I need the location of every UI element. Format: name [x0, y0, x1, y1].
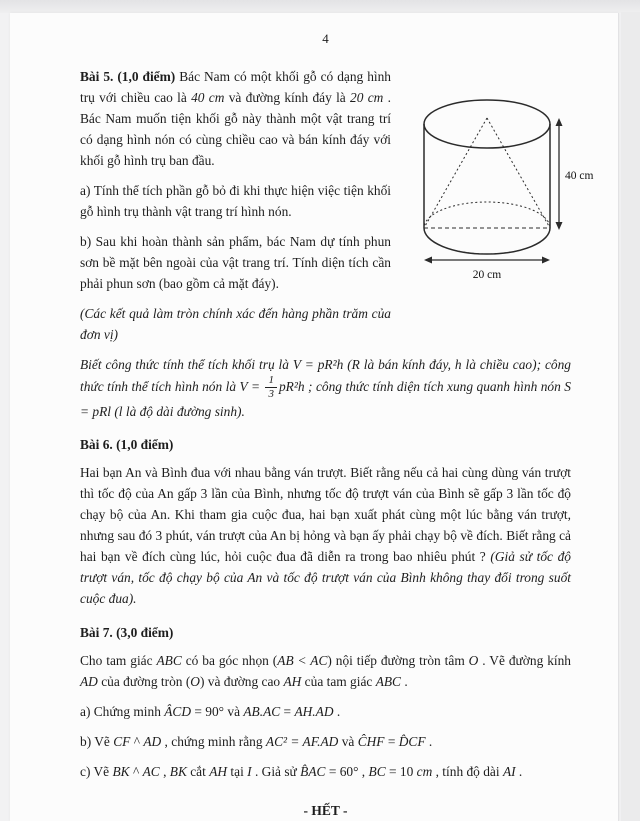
problem-7-section — [80, 622, 571, 782]
text-segment: = — [384, 734, 399, 750]
text-segment: (Giả sử tốc độ trượt ván, tốc độ chạy bộ của An và tốc độ trượt ván của Bình không thay đổi trong suốt cuộc đua). — [80, 549, 571, 607]
problem-6-body — [80, 462, 571, 609]
text-segment: và đường kính đáy là — [224, 90, 351, 105]
text-segment: , chứng minh rằng — [161, 734, 266, 750]
cone-left-slant — [424, 118, 487, 228]
text-segment: CF — [113, 734, 131, 750]
cone-right-slant — [487, 118, 550, 228]
text-segment: có ba góc nhọn ( — [181, 653, 278, 669]
text-segment: AH — [283, 674, 302, 690]
text-segment: a) Chứng minh — [80, 704, 165, 720]
diameter-arrow-head-left — [424, 257, 432, 264]
text-segment: 20 cm — [350, 90, 384, 105]
text-segment: = 60° , — [325, 764, 369, 780]
cylinder-bottom-ellipse-front — [424, 228, 550, 254]
cylinder-cone-diagram — [403, 78, 599, 290]
text-segment: (Các kết quả làm tròn chính xác đến hàng phần trăm của đơn vị) — [80, 306, 391, 342]
text-segment: I — [247, 764, 252, 780]
text-segment: , tính độ dài — [432, 764, 503, 780]
problem-7-intro — [80, 650, 571, 692]
text-segment: O — [468, 653, 479, 669]
text-segment: AD — [80, 674, 98, 690]
problem-6-section — [80, 434, 571, 609]
text-segment: c) Vẽ — [80, 764, 113, 780]
cylinder-top-ellipse — [424, 100, 550, 148]
text-segment: Bài 6. (1,0 điểm) — [80, 437, 174, 453]
problem-7-part-a — [80, 701, 571, 722]
text-segment: Biết công thức tính thể tích khối trụ là V = pR²h (R là bán kính đáy, h là chiều cao); công thức tính thể tích hình nón là V = — [80, 357, 571, 395]
text-segment: ) và đường cao — [199, 674, 284, 690]
text-segment: ABC — [156, 653, 182, 669]
end-marker: - HẾT - — [303, 803, 348, 819]
text-segment: của tam giác — [301, 674, 376, 690]
text-segment: b) Sau khi hoàn thành sản phẩm, bác Nam dự tính phun sơn bề mặt bên ngoài của vật trang trí. Tính diện tích cần phải phun sơn (bao gồm cả mặt đáy). — [80, 234, 391, 291]
text-segment: . — [515, 764, 523, 780]
text-segment: cắt — [186, 764, 210, 780]
text-segment: b) Vẽ — [80, 734, 114, 750]
text-segment: của đường tròn ( — [97, 674, 191, 690]
page-top-shadow — [0, 0, 640, 13]
text-segment: Bác Nam có một khối gỗ có dạng hình trụ với chiều cao là — [80, 69, 391, 105]
text-segment: D̂CF — [398, 734, 426, 750]
problem-6-heading — [80, 434, 571, 455]
text-segment: . — [400, 674, 408, 690]
text-segment: AD — [143, 734, 162, 750]
text-segment: ^ — [130, 734, 144, 750]
text-segment: ÂCD — [164, 704, 192, 720]
text-segment: Bài 7. (3,0 điểm) — [80, 625, 174, 641]
text-segment: = 90° và — [191, 704, 244, 720]
cylinder-cone-figure — [403, 78, 599, 320]
text-segment: AB.AC — [243, 704, 281, 720]
text-segment: ) nội tiếp đường tròn tâm — [327, 653, 469, 669]
figure-height-label: 40 cm — [565, 170, 594, 182]
text-segment: Cho tam giác — [80, 653, 157, 669]
text-segment: = — [280, 704, 295, 720]
height-arrow-head-top — [556, 118, 563, 126]
problem-5-section — [80, 66, 594, 422]
text-segment: tại — [227, 764, 248, 780]
problem-5-formula-note — [80, 354, 571, 422]
text-segment: . — [425, 734, 433, 750]
problem-7-part-b — [80, 731, 571, 752]
text-segment: BC — [368, 764, 386, 780]
text-segment: và — [338, 734, 358, 750]
text-segment: . Giả sử — [251, 764, 301, 780]
page-content — [10, 13, 618, 821]
problem-7-part-c — [80, 761, 571, 782]
text-segment: AI — [502, 764, 516, 780]
text-segment: = 10 — [385, 764, 417, 780]
text-segment: 40 cm — [191, 90, 225, 105]
text-segment: . — [333, 704, 341, 720]
text-segment: B̂AC — [300, 764, 326, 780]
text-segment: O — [190, 674, 200, 690]
page-right-edge — [621, 12, 640, 821]
text-segment: ^ — [129, 764, 143, 780]
text-segment: AC — [142, 764, 160, 780]
text-segment: . Bác Nam muốn tiện khối gỗ này thành một vật trang trí có dạng hình nón có cùng chiều cao và bán kính đáy với khối gỗ hình trụ ban đầu. — [80, 90, 392, 168]
figure-diameter-label: 20 cm — [472, 269, 502, 281]
text-segment: AH — [209, 764, 228, 780]
problem-7-heading — [80, 622, 571, 643]
diameter-arrow-head-right — [542, 257, 550, 264]
text-segment: BK — [169, 764, 187, 780]
text-segment: ABC — [375, 674, 401, 690]
text-segment: Hai bạn An và Bình đua với nhau bằng ván trượt. Biết rằng nếu cả hai cùng dùng ván trượt thì tốc độ của An gấp 3 lần của Bình, nhưng tốc độ trượt ván của Bình sẽ gấp 3 lần tốc độ chạy bộ của An. Khi tham gia cuộc đua, hai bạn xuất phát cùng một lúc bằng ván trượt, nhưng sau đó 3 phút, ván trượt của An bị hỏng và bạn ấy phải chạy bộ về đích. Biết rằng cả hai bạn về đích cùng lúc, hỏi cuộc đua đã diễn ra trong bao nhiêu phút ? — [80, 465, 571, 565]
height-arrow-head-bottom — [556, 222, 563, 230]
text-segment: AC² = AF.AD — [265, 734, 339, 750]
text-segment: AB < AC — [277, 653, 328, 669]
text-segment: cm — [416, 764, 433, 780]
page-number: 4 — [322, 31, 329, 46]
text-segment: Bài 5. (1,0 điểm) — [80, 69, 180, 84]
text-segment: . Vẽ đường kính — [478, 653, 571, 669]
text-segment: AH.AD — [294, 704, 334, 720]
text-segment: $\frac{1}{3}$ — [265, 374, 277, 400]
text-segment: , — [159, 764, 170, 780]
text-segment: pR²h ; công thức tính diện tích xung quanh hình nón S = pRl (l là độ dài đường sinh). — [80, 379, 571, 420]
document-page — [10, 13, 619, 821]
text-segment: ĈHF — [357, 734, 385, 750]
text-segment: BK — [112, 764, 130, 780]
text-segment: a) Tính thể tích phần gỗ bỏ đi khi thực hiện việc tiện khối gỗ hình trụ thành vật trang trí hình nón. — [80, 183, 391, 219]
